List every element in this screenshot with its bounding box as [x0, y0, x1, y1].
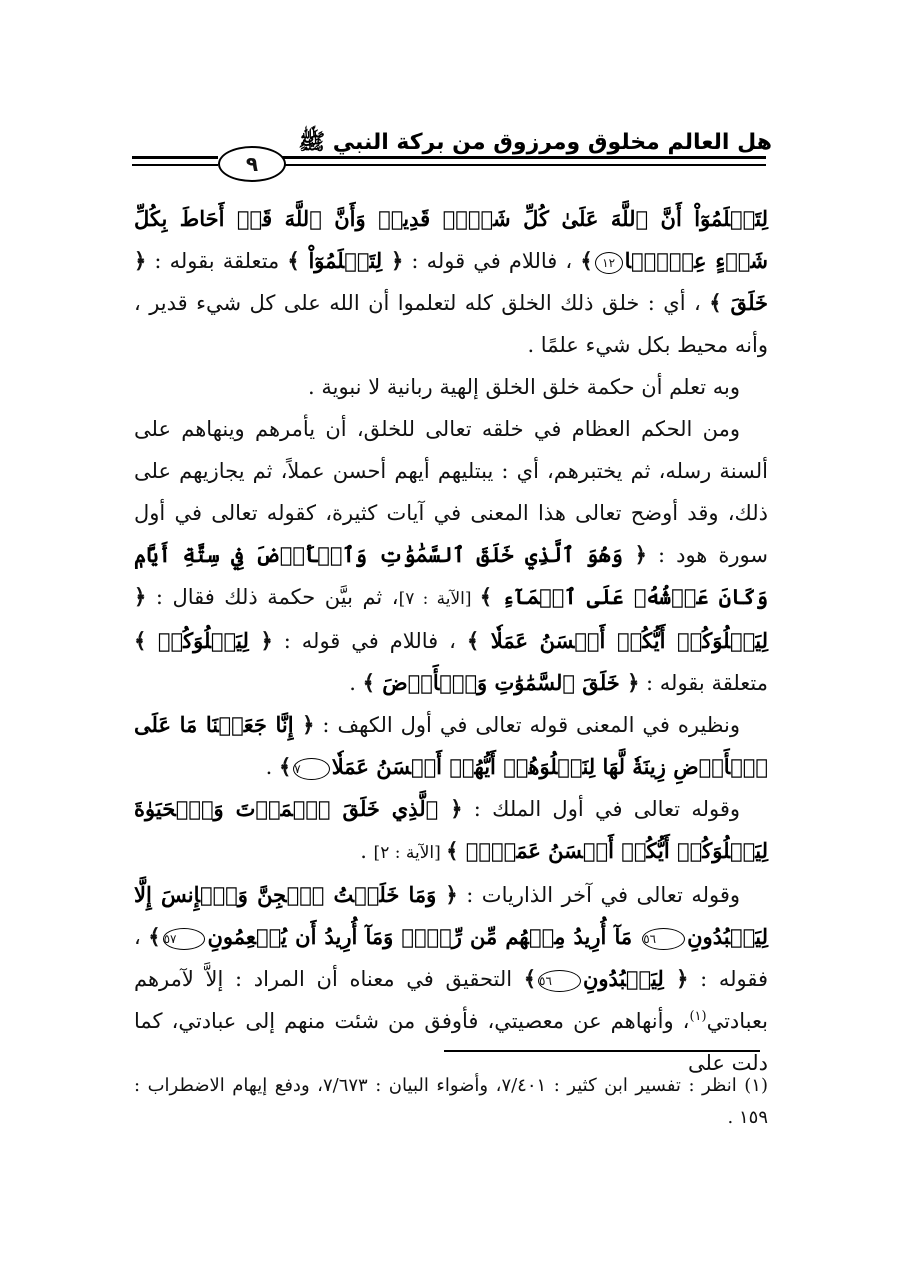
paragraph-text: ، فاللام في قوله : — [403, 249, 581, 273]
footnote-text: انظر : تفسير ابن كثير : ٧/٤٠١، وأضواء البيان : ٧/٦٧٣، ودفع إيهام الاضطراب : ١٥٩ . — [134, 1075, 768, 1128]
header-rule-left-thick — [132, 156, 218, 159]
paragraph-text: وقوله تعالى في آخر الذاريات : — [457, 883, 740, 907]
paragraph-text: متعلقة بقوله : — [146, 249, 288, 273]
paragraph-text: ونظيره في المعنى قوله تعالى في أول الكهف : — [314, 713, 740, 737]
header-rule-right-thin — [282, 164, 766, 166]
footnote-marker: (١) — [744, 1075, 768, 1096]
verse-open-bracket: ﴿ — [445, 883, 458, 907]
quran-verse: لِيَبۡلُوَكُمۡ — [146, 628, 261, 653]
quran-verse: خَلَقَ ٱلسَّمَٰوَٰتِ وَٱلۡأَرۡضَ — [374, 670, 628, 695]
quran-verse: إِنَّا جَعَلۡنَا مَا عَلَى ٱلۡأَرۡضِ زِينَةٗ لَّهَا لِنَبۡلُوَهُمۡ أَيُّهُمۡ أَحۡسَنُ عَمَلٗا — [134, 712, 768, 779]
paragraph-text: وبه تعلم أن حكمة خلق الخلق إلهية ربانية لا نبوية . — [308, 375, 740, 399]
footnote-separator — [444, 1050, 760, 1052]
verse-reference: [الآية : ٢] — [373, 843, 447, 863]
paragraph — [134, 874, 768, 1084]
verse-number-marker: ٥٦ — [642, 928, 685, 950]
verse-close-bracket: ﴾ — [134, 629, 147, 653]
paragraph-text: ، أي : خلق ذلك الخلق كله لتعلموا أن الله على كل شيء قدير ، وأنه محيط بكل شيء علمًا . — [134, 291, 768, 357]
paragraph — [134, 366, 768, 408]
verse-number-marker: ١٢ — [595, 252, 623, 274]
verse-open-bracket: ﴿ — [390, 249, 404, 273]
paragraph — [134, 788, 768, 874]
quran-verse: مَآ أُرِيدُ مِنۡهُم مِّن رِّزۡقٖ وَمَآ أُرِيدُ أَن يُطۡعِمُونِ — [207, 924, 641, 949]
running-title: هل العالم مخلوق ومرزوق من بركة النبي ﷺ — [298, 130, 772, 155]
paragraph-text: ومن الحكم العظام في خلقه تعالى للخلق، أن يأمرهم وينهاهم على ألسنة رسله، ثم يختبرهم، أي : يبتليهم أيهم أحسن عملاً، ثم يجازيهم على ذلك، وقد أوضح تعالى هذا المعنى في آيات كثيرة، كقوله تعالى في أول سورة هود : — [134, 417, 769, 567]
quran-verse: لِيَعۡبُدُونِ — [582, 966, 677, 991]
quran-verse: ٱلَّذِي خَلَقَ ٱلۡمَوۡتَ وَٱلۡحَيَوٰةَ لِيَبۡلُوَكُمۡ أَيُّكُمۡ أَحۡسَنُ عَمَلٗاۚ — [134, 796, 768, 863]
verse-close-bracket: ﴾ — [709, 291, 722, 315]
paragraph — [134, 704, 768, 788]
verse-open-bracket: ﴿ — [260, 629, 273, 653]
verse-close-bracket: ﴾ — [523, 967, 537, 991]
page-number: ٩ — [218, 146, 286, 182]
verse-close-bracket: ﴾ — [479, 585, 493, 609]
paragraph-text: متعلقة بقوله : — [639, 671, 768, 695]
paragraph-text: . — [360, 839, 374, 863]
verse-open-bracket: ﴿ — [676, 967, 689, 991]
paragraph — [134, 198, 768, 366]
header-rule-left-thin — [132, 164, 218, 166]
quran-verse: لِيَبۡلُوَكُمۡ أَيُّكُمۡ أَحۡسَنُ عَمَلٗا — [479, 628, 768, 653]
paragraph-text: ، فقوله : — [134, 925, 768, 991]
paragraph-text: . — [265, 755, 279, 779]
paragraph-text: ، وأنهاهم عن معصيتي، فأوفق من شئت منهم إلى عبادتي، كما دلت على — [134, 1009, 768, 1075]
verse-open-bracket: ﴿ — [634, 543, 647, 567]
verse-open-bracket: ﴿ — [450, 797, 463, 821]
verse-reference: [الآية : ٧] — [398, 589, 480, 609]
verse-number-marker: ٥٦ — [538, 970, 581, 992]
verse-close-bracket: ﴾ — [278, 755, 292, 779]
quran-verse: خَلَقَ — [721, 290, 768, 315]
main-text — [134, 198, 768, 1084]
paragraph — [134, 408, 768, 704]
verse-close-bracket: ﴾ — [580, 249, 593, 273]
verse-open-bracket: ﴿ — [302, 713, 315, 737]
verse-number-marker: ٧ — [293, 758, 329, 780]
paragraph-text: التحقيق في معناه أن المراد : إلاَّ لآمرهم بعبادتي — [134, 967, 768, 1033]
verse-open-bracket: ﴿ — [627, 671, 640, 695]
quran-verse: لِتَعۡلَمُوٓاْ أَنَّ ٱللَّهَ عَلَىٰ كُلِّ شَيۡءٖ قَدِيرٞ وَأَنَّ ٱللَّهَ قَدۡ أَحَاطَ بِكُلِّ شَيۡءٍ عِلۡمَۢا — [134, 206, 768, 273]
quran-verse: وَهُوَ ٱلَّذِي خَلَقَ ٱلسَّمَٰوَٰتِ وَٱلۡأَرۡضَ فِي سِتَّةِ أَيَّامٖ وَكَانَ عَرۡشُهُۥ عَلَى ٱلۡمَآءِ — [134, 542, 768, 609]
paragraph-text: ، ثم بيَّن حكمة ذلك فقال : — [146, 585, 399, 609]
footnote — [134, 1070, 768, 1134]
verse-close-bracket: ﴾ — [148, 925, 161, 949]
header-rule-right-thick — [282, 156, 766, 159]
quran-verse: لِتَعۡلَمُوٓاْ — [299, 248, 391, 273]
footnote-reference: (١) — [689, 1009, 707, 1024]
verse-number-marker: ٥٧ — [163, 928, 206, 950]
verse-close-bracket: ﴾ — [287, 249, 300, 273]
verse-open-bracket: ﴿ — [134, 585, 147, 609]
paragraph-text: ، فاللام في قوله : — [272, 629, 467, 653]
verse-close-bracket: ﴾ — [446, 839, 459, 863]
verse-close-bracket: ﴾ — [466, 629, 480, 653]
verse-close-bracket: ﴾ — [362, 671, 375, 695]
paragraph-text: . — [349, 671, 363, 695]
paragraph-text: وقوله تعالى في أول الملك : — [462, 797, 741, 821]
verse-open-bracket: ﴿ — [134, 249, 147, 273]
quran-verse: وَمَا خَلَقۡتُ ٱلۡجِنَّ وَٱلۡإِنسَ إِلَّا لِيَعۡبُدُونِ — [134, 882, 768, 949]
